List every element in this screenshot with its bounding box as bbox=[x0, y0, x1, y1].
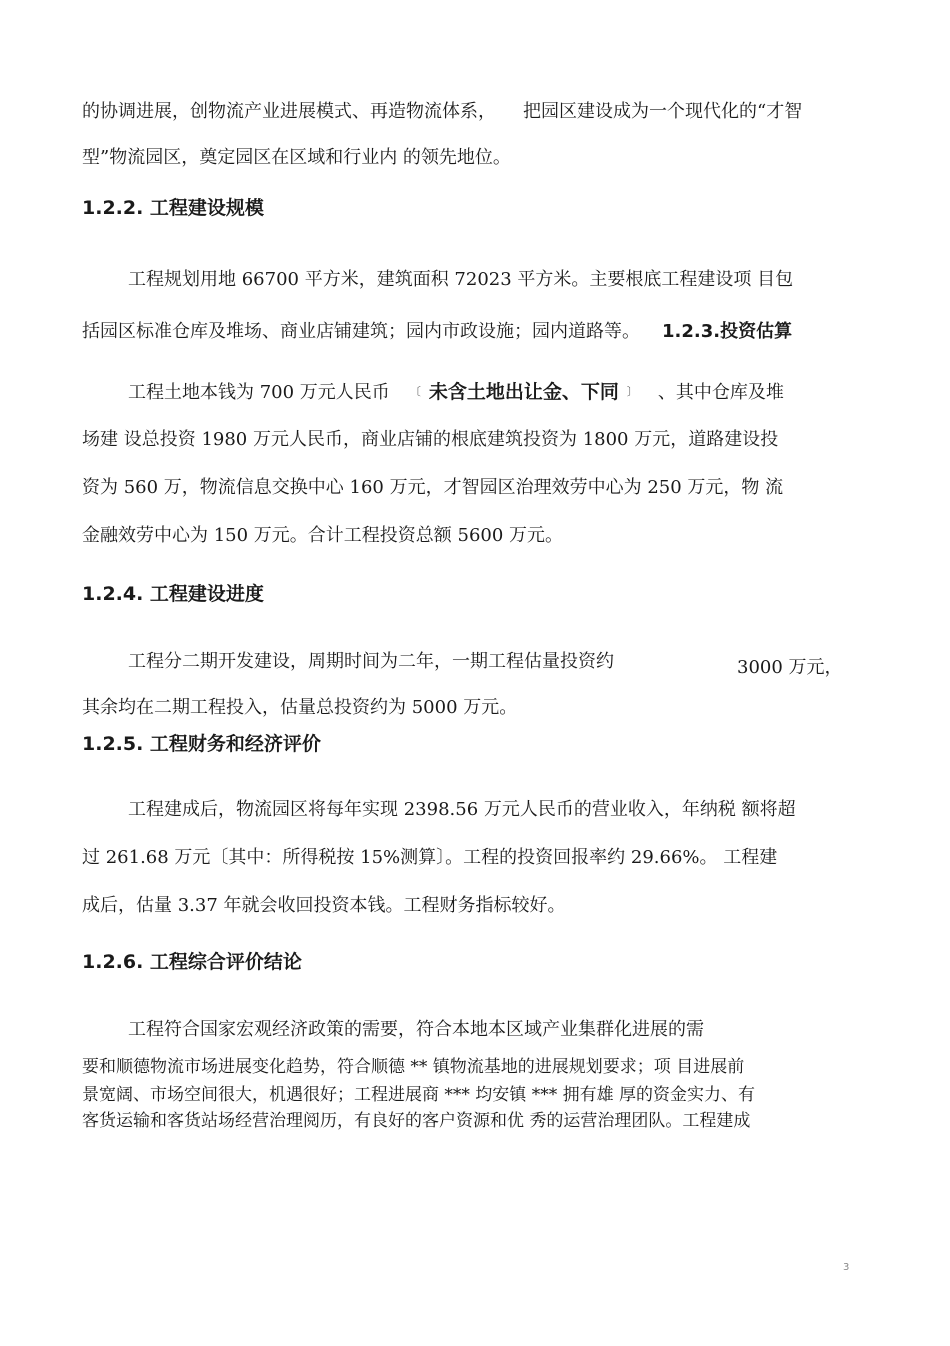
section-heading-1-2-4: 1.2.4. 工程建设进度 bbox=[82, 583, 264, 605]
paragraph-line: 客货运输和客货站场经营治理阅历，有良好的客户资源和优 秀的运营治理团队。工程建成 bbox=[82, 1111, 751, 1131]
paragraph-line: 过 261.68 万元〔其中：所得税按 15%测算〕。工程的投资回报率约 29.66%。 工程建 bbox=[82, 847, 778, 868]
paragraph-line: 其余均在二期工程投入，估量总投资约为 5000 万元。 bbox=[82, 697, 518, 718]
bracket-close: 〕 bbox=[626, 385, 638, 398]
page-number: 3 bbox=[843, 1262, 850, 1273]
paragraph-text: 、其中仓库及堆 bbox=[657, 382, 784, 403]
paragraph-line: 资为 560 万，物流信息交换中心 160 万元，才智园区治理效劳中心为 250 万元，物 流 bbox=[82, 477, 784, 498]
section-heading-1-2-3: 1.2.3.投资估算 bbox=[662, 321, 793, 342]
paragraph-text: 括园区标准仓库及堆场、商业店铺建筑；园内市政设施；园内道路等。 bbox=[82, 321, 640, 342]
paragraph-line: 工程建成后，物流园区将每年实现 2398.56 万元人民币的营业收入，年纳税 额将超 bbox=[128, 799, 796, 820]
paragraph-line: 3000 万元， bbox=[737, 657, 843, 678]
paragraph-line bbox=[82, 320, 792, 344]
paragraph-line: 成后，估量 3.37 年就会收回投资本钱。工程财务指标较好。 bbox=[82, 895, 566, 916]
paragraph-line: 景宽阔、市场空间很大，机遇很好；工程进展商 *** 均安镇 *** 拥有雄 厚的资金实力、有 bbox=[82, 1085, 756, 1105]
paragraph-line bbox=[128, 380, 784, 405]
paragraph-line: 型”物流园区，奠定园区在区域和行业内 的领先地位。 bbox=[82, 147, 511, 168]
paragraph-line: 的协调进展，创物流产业进展模式、再造物流体系， 把园区建设成为一个现代化的“才智 bbox=[82, 101, 803, 122]
paragraph-line: 工程符合国家宏观经济政策的需要，符合本地本区域产业集群化进展的需 bbox=[128, 1019, 704, 1040]
paragraph-text: 工程土地本钱为 700 万元人民币 bbox=[128, 382, 390, 403]
bracket-open: 〔 bbox=[409, 385, 421, 398]
section-heading-1-2-5: 1.2.5. 工程财务和经济评价 bbox=[82, 733, 321, 755]
paragraph-line: 场建 设总投资 1980 万元人民币，商业店铺的根底建筑投资为 1800 万元，道路建设投 bbox=[82, 429, 779, 450]
paragraph-line: 要和顺德物流市场进展变化趋势，符合顺德 ** 镇物流基地的进展规划要求；项 目进展前 bbox=[82, 1057, 745, 1077]
paragraph-line: 金融效劳中心为 150 万元。合计工程投资总额 5600 万元。 bbox=[82, 525, 564, 546]
section-heading-1-2-6: 1.2.6. 工程综合评价结论 bbox=[82, 951, 302, 973]
paragraph-line: 工程规划用地 66700 平方米，建筑面积 72023 平方米。主要根底工程建设项 目包 bbox=[128, 269, 794, 290]
paragraph-line: 工程分二期开发建设，周期时间为二年，一期工程估量投资约 bbox=[128, 651, 614, 672]
emphasized-text: 未含土地出让金、下同 bbox=[428, 381, 619, 403]
section-heading-1-2-2: 1.2.2. 工程建设规模 bbox=[82, 197, 264, 219]
